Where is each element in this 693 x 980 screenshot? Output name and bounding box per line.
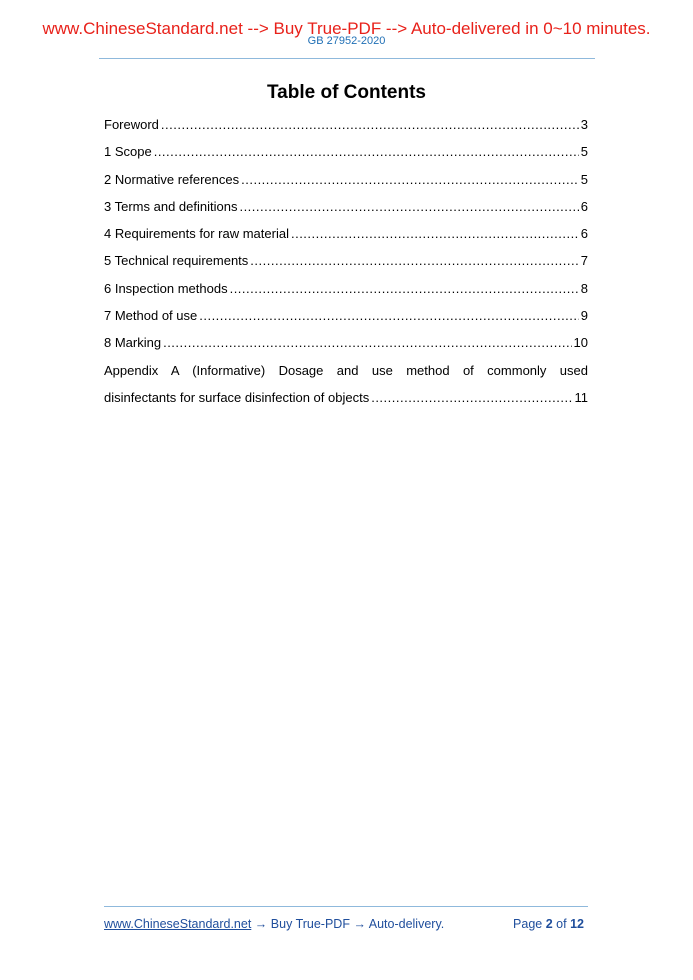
toc-entry-label: 4 Requirements for raw material [104, 226, 289, 242]
toc-entry-page: 10 [573, 335, 588, 351]
footer-website-link[interactable]: www.ChineseStandard.net [104, 917, 252, 931]
toc-entry-label: 1 Scope [104, 144, 152, 160]
toc-leader [371, 389, 572, 407]
toc-entry-page: 8 [580, 280, 588, 296]
toc-entry-appendix-a-line2[interactable] [104, 389, 588, 416]
arrow-right-icon: → [353, 917, 366, 931]
toc-entry-page: 11 [574, 389, 588, 405]
of-word: of [556, 917, 567, 931]
toc-entry-label: 8 Marking [104, 335, 162, 351]
footer-auto-text: Auto-delivery. [368, 917, 445, 931]
toc-entry-page: 9 [580, 308, 588, 324]
toc-entry-label: 7 Method of use [104, 308, 198, 324]
toc-entry-marking[interactable] [104, 334, 588, 361]
toc-leader [291, 225, 579, 243]
toc-leader [161, 116, 579, 134]
toc-leader [239, 198, 578, 216]
toc-entry-page: 7 [580, 253, 588, 269]
toc-entry-raw-material[interactable] [104, 225, 588, 252]
toc-leader [250, 252, 578, 270]
toc-entry-terms-definitions[interactable] [104, 198, 588, 225]
toc-entry-label: 3 Terms and definitions [104, 198, 238, 214]
toc-entry-page: 6 [580, 198, 588, 214]
toc-entry-page: 6 [580, 226, 588, 242]
toc-entry-appendix-a-line1[interactable] [104, 362, 588, 389]
toc-entry-label: Foreword [104, 117, 159, 132]
toc-entry-label: 6 Inspection methods [104, 280, 228, 296]
toc-entry-normative-references[interactable] [104, 171, 588, 198]
toc-entry-inspection-methods[interactable] [104, 280, 588, 307]
arrow-right-icon: → [254, 917, 268, 931]
footer-buy-text: Buy True-PDF [270, 917, 350, 931]
toc-entry-scope[interactable] [104, 143, 588, 170]
toc-entry-label: disinfectants for surface disinfection of objects [104, 389, 370, 405]
current-page: 2 [545, 917, 553, 931]
document-code: GB 27952-2020 [307, 35, 386, 47]
top-banner: www.ChineseStandard.net --> Buy True-PDF --> Auto-delivered in 0~10 minutes. [42, 19, 651, 38]
toc-entry-technical-requirements[interactable] [104, 252, 588, 279]
toc-entry-label: Appendix A (Informative) Dosage and use method of commonly used [104, 362, 588, 378]
page-number [513, 916, 584, 932]
toc-leader [230, 280, 579, 298]
toc-entry-label: 5 Technical requirements [104, 253, 249, 269]
toc-entry-page: 5 [580, 144, 588, 160]
toc-entry-page: 5 [580, 171, 588, 187]
toc-leader [163, 334, 571, 352]
total-pages: 12 [570, 917, 584, 931]
footer-promo [104, 916, 444, 932]
toc-list [104, 116, 588, 416]
page-word: Page [513, 917, 543, 931]
toc-leader [199, 307, 579, 325]
toc-entry-foreword[interactable] [104, 116, 588, 143]
header-divider [99, 58, 595, 59]
footer-divider [104, 906, 588, 907]
toc-leader [241, 171, 579, 189]
toc-entry-label: 2 Normative references [104, 171, 240, 187]
toc-entry-page: 3 [580, 117, 588, 132]
toc-leader [154, 143, 579, 161]
toc-entry-method-of-use[interactable] [104, 307, 588, 334]
toc-title: Table of Contents [266, 82, 427, 103]
